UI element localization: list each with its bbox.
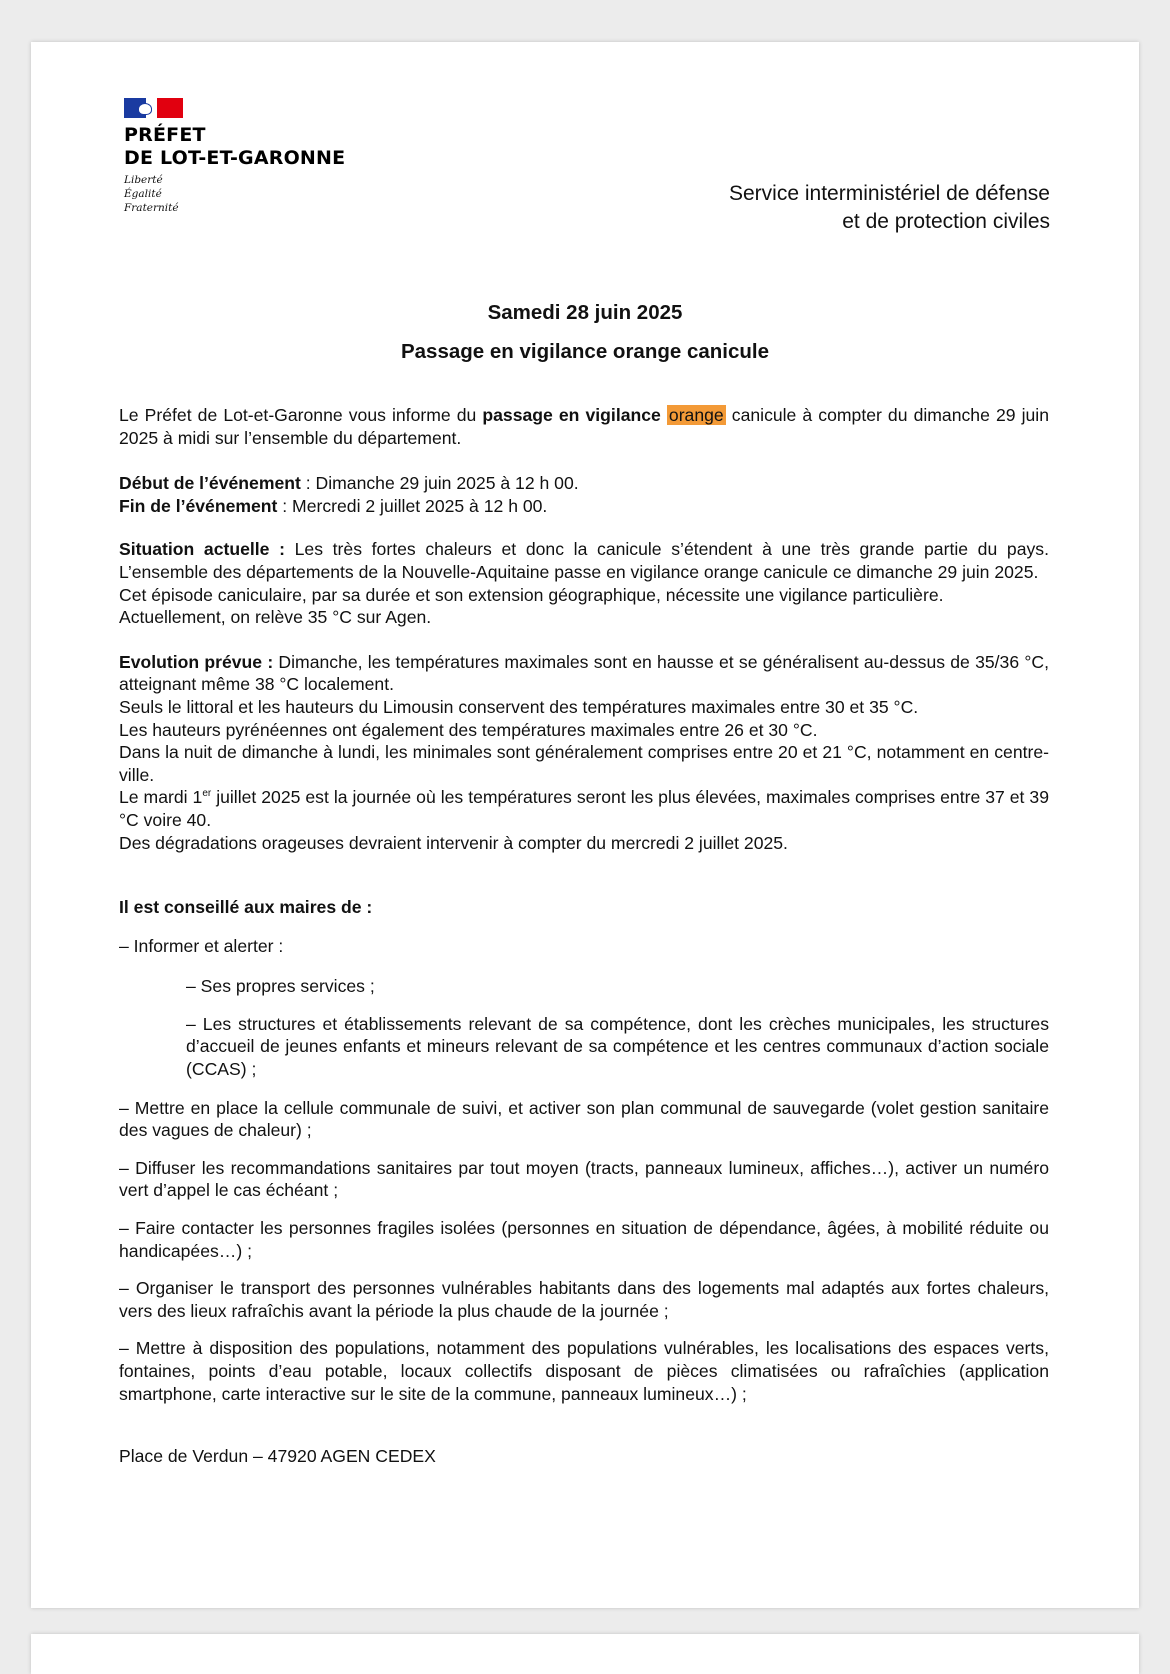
evolution-paragraph: Evolution prévue : Dimanche, les températures maximales sont en hausse et se généralisent au-dessus de 35/36 °C, atteignant même 38 °C localement.: [119, 651, 1049, 695]
devise-egalite: Égalité: [124, 188, 162, 200]
event-start: Début de l’événement : Dimanche 29 juin 2025 à 12 h 00.: [119, 473, 579, 494]
advice-item-1: – Informer et alerter :: [119, 935, 284, 956]
evolution-line-6: Des dégradations orageuses devraient intervenir à compter du mercredi 2 juillet 2025.: [119, 832, 788, 853]
marianne-flag-icon: [124, 98, 183, 118]
situation-paragraph: Situation actuelle : Les très fortes chaleurs et donc la canicule s’étendent à une très grande partie du pays. L’ensemble des départements de la Nouvelle-Aquitaine passe en vigilance orange canicule ce dimanche 29 juin 2025.: [119, 539, 1049, 582]
document-body: [119, 404, 1049, 1468]
situation-line-3: Actuellement, on relève 35 °C sur Agen.: [119, 607, 432, 628]
event-end: Fin de l’événement : Mercredi 2 juillet 2025 à 12 h 00.: [119, 495, 548, 516]
devise-fraternite: Fraternité: [124, 202, 179, 214]
advice-item-6: – Mettre à disposition des populations, notamment des populations vulnérables, les localisations des espaces verts, fontaines, points d’eau potable, locaux collectifs disposant de pièces climatisées ou rafraîchies (application smartphone, carte interactive sur le site de la commune, panneaux lumineux…) ;: [119, 1338, 1049, 1404]
devise: [124, 173, 345, 215]
orange-highlight: orange: [668, 405, 724, 425]
situation-line-2: Cet épisode caniculaire, par sa durée et son extension géographique, nécessite une vigilance particulière.: [119, 584, 944, 605]
advice-sub-2: – Les structures et établissements relevant de sa compétence, dont les crèches municipales, les structures d’accueil de jeunes enfants et mineurs relevant de sa compétence et les centres communaux d’action sociale (CCAS) ;: [186, 1013, 1049, 1080]
advice-item-5: – Organiser le transport des personnes vulnérables habitants dans des logements mal adaptés aux fortes chaleurs, vers des lieux rafraîchis avant la période la plus chaude de la journée ;: [119, 1278, 1049, 1321]
advice-item-2: – Mettre en place la cellule communale de suivi, et activer son plan communal de sauvegarde (volet gestion sanitaire des vagues de chaleur) ;: [119, 1097, 1049, 1141]
advice-item-3: – Diffuser les recommandations sanitaires par tout moyen (tracts, panneaux lumineux, affiches…), activer un numéro vert d’appel le cas échéant ;: [119, 1157, 1049, 1201]
document-date: Samedi 28 juin 2025: [487, 301, 683, 324]
evolution-line-5: Le mardi 1er juillet 2025 est la journée où les températures seront les plus élevées, maximales comprises entre 37 et 39 °C voire 40.: [119, 787, 1049, 830]
prefet-line-1: PRÉFET: [124, 124, 206, 146]
footer-address: Place de Verdun – 47920 AGEN CEDEX: [119, 1446, 436, 1467]
evolution-line-4: Dans la nuit de dimanche à lundi, les minimales sont généralement comprises entre 20 et 21 °C, notamment en centre-ville.: [119, 742, 1049, 785]
service-line-1: Service interministériel de défense: [729, 182, 1050, 205]
document-page: [31, 42, 1139, 1608]
prefet-line-2: DE LOT-ET-GARONNE: [124, 147, 346, 169]
evolution-line-3: Les hauteurs pyrénéennes ont également des températures maximales entre 26 et 30 °C.: [119, 719, 818, 740]
advice-sub-1: – Ses propres services ;: [186, 976, 375, 997]
document-subject: Passage en vigilance orange canicule: [400, 340, 770, 363]
intro-paragraph: Le Préfet de Lot-et-Garonne vous informe du passage en vigilance orange canicule à compter du dimanche 29 juin 2025 à midi sur l’ensemble du département.: [119, 405, 1049, 448]
prefet-title: [124, 124, 345, 170]
advice-item-4: – Faire contacter les personnes fragiles isolées (personnes en situation de dépendance, âgées, à mobilité réduite ou handicapées…) ;: [119, 1218, 1049, 1261]
service-line-2: et de protection civiles: [842, 210, 1050, 233]
next-page-edge: [31, 1634, 1139, 1674]
evolution-line-2: Seuls le littoral et les hauteurs du Limousin conservent des températures maximales entre 30 et 35 °C.: [119, 696, 919, 717]
service-name: [729, 180, 1050, 236]
advice-heading: Il est conseillé aux maires de :: [119, 897, 373, 918]
marianne-logo: [124, 98, 345, 215]
devise-liberte: Liberté: [124, 174, 163, 186]
